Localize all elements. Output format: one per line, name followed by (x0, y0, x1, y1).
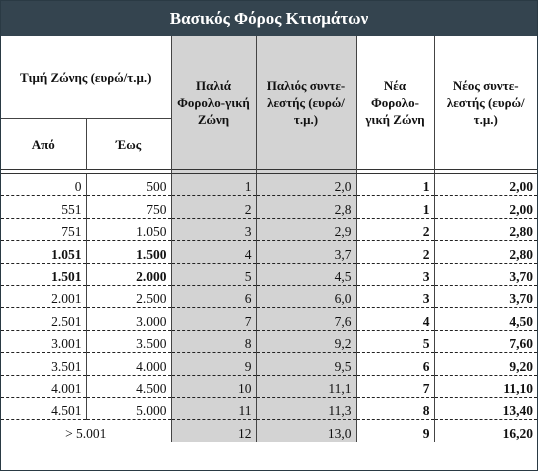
cell-old-zone: 8 (171, 330, 256, 352)
cell-to: 750 (86, 196, 171, 218)
cell-new-zone: 2 (356, 218, 434, 240)
table-row (1, 420, 537, 442)
cell-old-zone: 11 (171, 397, 256, 419)
cell-old-coefficient: 2,0 (256, 174, 356, 196)
cell-from: 3.001 (1, 330, 86, 352)
cell-from: 1.051 (1, 241, 86, 263)
cell-new-zone: 2 (356, 241, 434, 263)
cell-old-coefficient: 3,7 (256, 241, 356, 263)
cell-old-zone: 3 (171, 218, 256, 240)
cell-from: 551 (1, 196, 86, 218)
table-row (1, 353, 537, 375)
cell-new-coefficient: 4,50 (434, 308, 537, 330)
cell-to: 4.000 (86, 353, 171, 375)
cell-range: > 5.001 (1, 420, 171, 442)
cell-new-coefficient: 11,10 (434, 375, 537, 397)
cell-old-zone: 5 (171, 263, 256, 285)
cell-old-coefficient: 13,0 (256, 420, 356, 442)
cell-old-coefficient: 4,5 (256, 263, 356, 285)
cell-new-zone: 6 (356, 353, 434, 375)
cell-new-zone: 8 (356, 397, 434, 419)
cell-old-zone: 1 (171, 174, 256, 196)
cell-to: 3.500 (86, 330, 171, 352)
cell-to: 2.500 (86, 285, 171, 307)
cell-from: 0 (1, 174, 86, 196)
cell-old-zone: 2 (171, 196, 256, 218)
cell-old-coefficient: 11,3 (256, 397, 356, 419)
cell-from: 3.501 (1, 353, 86, 375)
cell-new-coefficient: 16,20 (502, 425, 533, 441)
cell-old-coefficient: 2,8 (256, 196, 356, 218)
header-new-zone: Νέα Φορολο-γική Ζώνη (356, 36, 434, 170)
cell-old-coefficient: 11,1 (256, 375, 356, 397)
table-row (1, 375, 537, 397)
cell-new-coefficient: 3,70 (434, 263, 537, 285)
header-to: Έως (86, 119, 171, 170)
cell-old-zone: 9 (171, 353, 256, 375)
cell-new-coefficient: 13,40 (434, 397, 537, 419)
cell-new-zone: 3 (356, 285, 434, 307)
table-row (1, 241, 537, 263)
cell-new-coefficient: 7,60 (434, 330, 537, 352)
cell-new-zone: 1 (356, 174, 434, 196)
cell-new-zone: 1 (356, 196, 434, 218)
cell-old-coefficient: 9,2 (256, 330, 356, 352)
table-row (1, 285, 537, 307)
cell-new-zone: 7 (356, 375, 434, 397)
cell-from: 4.001 (1, 375, 86, 397)
cell-from: 4.501 (1, 397, 86, 419)
cell-new-zone: 4 (356, 308, 434, 330)
cell-old-coefficient: 7,6 (256, 308, 356, 330)
header-old-coefficient: Παλιός συντε-λεστής (ευρώ/τ.μ.) (256, 36, 356, 170)
cell-from: 751 (1, 218, 86, 240)
cell-new-coefficient: 3,70 (434, 285, 537, 307)
cell-old-zone: 10 (171, 375, 256, 397)
header-new-coefficient: Νέος συντε-λεστής (ευρώ/τ.μ.) (446, 78, 525, 127)
cell-to: 2.000 (86, 263, 171, 285)
cell-from: 2.001 (1, 285, 86, 307)
table-row (1, 308, 537, 330)
cell-new-coefficient: 2,80 (434, 241, 537, 263)
cell-new-coefficient: 2,80 (434, 218, 537, 240)
cell-new-zone: 3 (356, 263, 434, 285)
table-row (1, 397, 537, 419)
cell-to: 1.500 (86, 241, 171, 263)
cell-from: 1.501 (1, 263, 86, 285)
table-row (1, 196, 537, 218)
cell-old-coefficient: 2,9 (256, 218, 356, 240)
table-body (1, 174, 537, 442)
cell-new-zone: 9 (356, 420, 434, 442)
cell-new-zone: 5 (356, 330, 434, 352)
cell-new-coefficient: 2,00 (434, 196, 537, 218)
cell-to: 1.050 (86, 218, 171, 240)
cell-new-coefficient: 2,00 (434, 174, 537, 196)
cell-old-coefficient: 6,0 (256, 285, 356, 307)
cell-old-zone: 6 (171, 285, 256, 307)
table-row (1, 330, 537, 352)
cell-old-zone: 12 (171, 420, 256, 442)
cell-from: 2.501 (1, 308, 86, 330)
table-row (1, 174, 537, 196)
cell-old-coefficient: 9,5 (256, 353, 356, 375)
cell-old-zone: 4 (171, 241, 256, 263)
building-tax-table (1, 36, 537, 442)
table-row (1, 263, 537, 285)
cell-old-zone: 7 (171, 308, 256, 330)
table-title: Βασικός Φόρος Κτισμάτων (1, 1, 537, 36)
cell-to: 500 (86, 174, 171, 196)
header-from: Από (1, 119, 86, 170)
cell-new-coefficient: 9,20 (434, 353, 537, 375)
cell-to: 4.500 (86, 375, 171, 397)
header-old-zone: Παλιά Φορολο-γική Ζώνη (171, 36, 256, 170)
header-zone-price: Τιμή Ζώνης (ευρώ/τ.μ.) (1, 36, 171, 119)
cell-to: 5.000 (86, 397, 171, 419)
table-row (1, 218, 537, 240)
cell-to: 3.000 (86, 308, 171, 330)
